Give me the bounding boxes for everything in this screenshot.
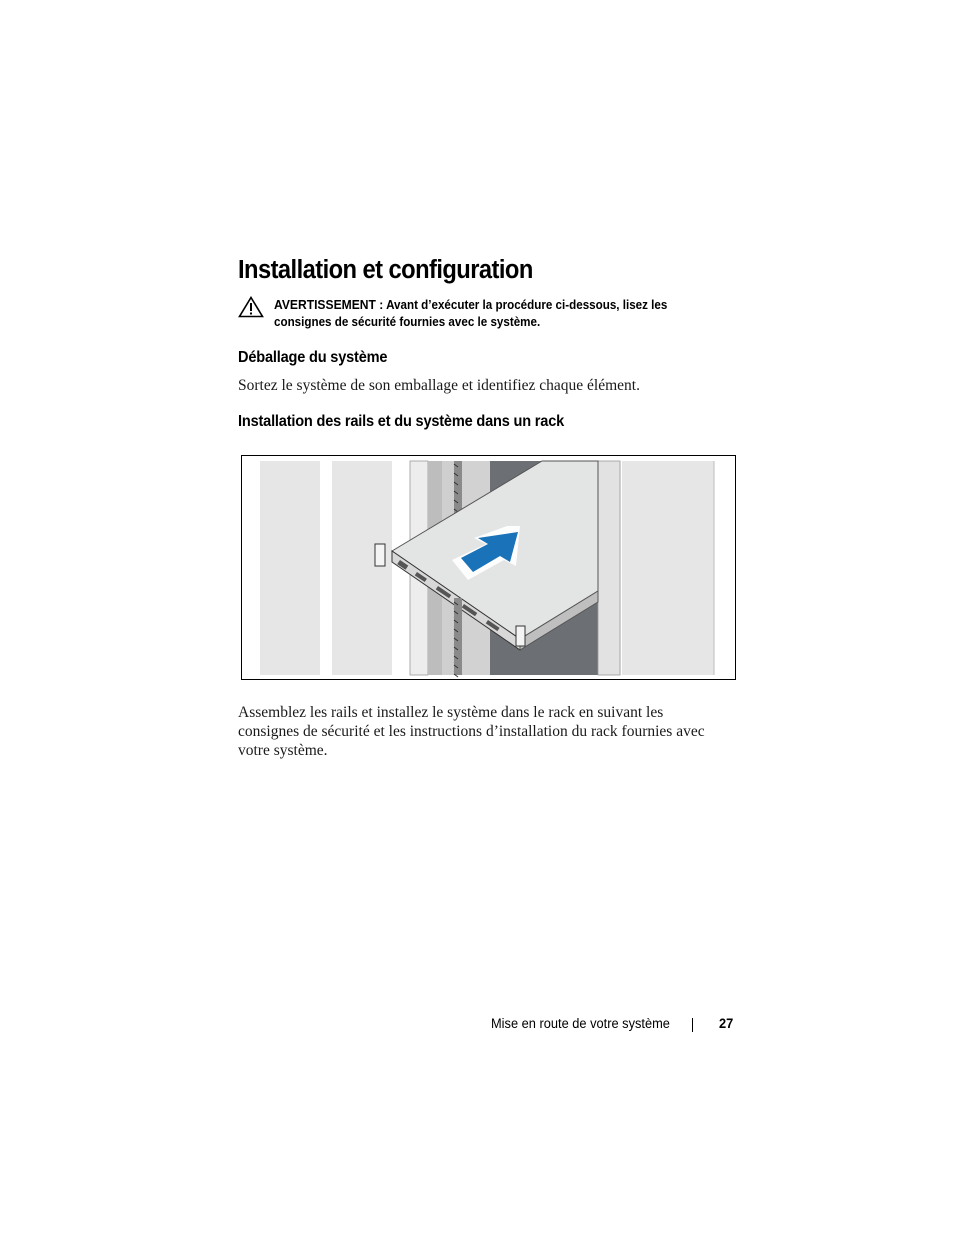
footer-chapter-title: Mise en route de votre système [491, 1016, 670, 1031]
page-title: Installation et configuration [238, 256, 533, 284]
rack-installation-illustration [241, 455, 736, 680]
rack-ear-left [375, 544, 385, 566]
footer-separator [692, 1018, 693, 1032]
warning-note [274, 296, 711, 331]
section-heading-rack: Installation des rails et du système dans un rack [238, 413, 565, 430]
rack-side-panel-left [260, 461, 320, 675]
rack-side-panel-center [332, 461, 392, 675]
section-heading-unpacking: Déballage du système [238, 349, 388, 366]
section-body-rack: Assemblez les rails et installez le système dans le rack en suivant les consignes de sécurité et les instructions d’installation du rack fournies avec votre système. [238, 704, 705, 759]
rack-ear-right [516, 626, 525, 646]
rack-side-panel-right [622, 461, 714, 675]
section-body-unpacking: Sortez le système de son emballage et identifiez chaque élément. [238, 377, 640, 394]
warning-body: Avant d’exécuter la procédure ci-dessous, lisez les consignes de sécurité fournies avec le système. [274, 298, 668, 329]
warning-triangle-icon [238, 296, 264, 318]
page-number: 27 [719, 1016, 734, 1031]
warning-label: AVERTISSEMENT : [274, 297, 384, 312]
